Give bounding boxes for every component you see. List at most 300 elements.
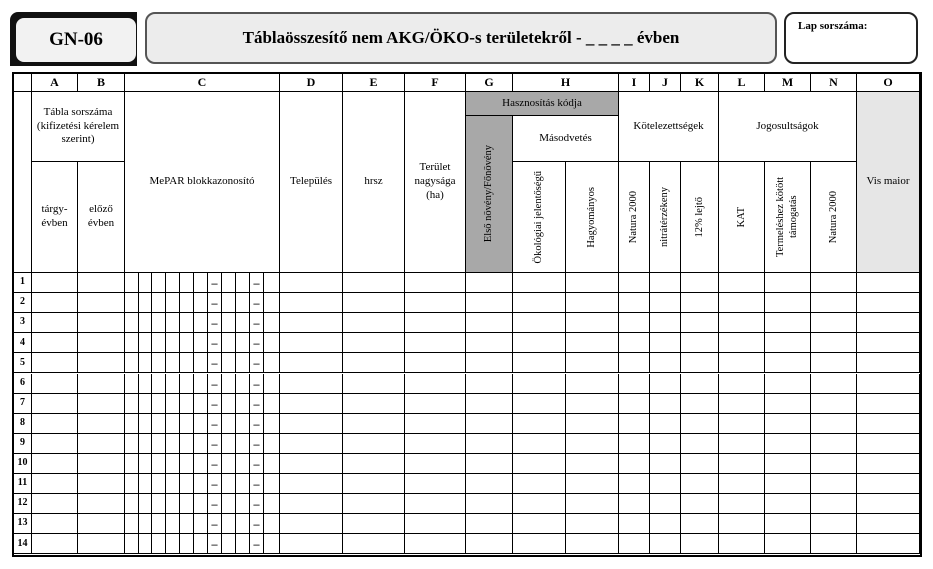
table-cell[interactable]: [264, 474, 280, 494]
table-cell[interactable]: [280, 454, 343, 474]
table-cell[interactable]: [166, 374, 180, 394]
table-cell[interactable]: [466, 293, 513, 313]
table-cell[interactable]: [405, 454, 466, 474]
table-cell[interactable]: [236, 273, 250, 293]
table-cell[interactable]: [811, 313, 857, 333]
table-cell[interactable]: [222, 474, 236, 494]
table-cell[interactable]: [765, 514, 811, 534]
table-cell[interactable]: [32, 313, 78, 333]
table-cell[interactable]: [152, 534, 166, 554]
table-cell[interactable]: [343, 273, 405, 293]
table-cell[interactable]: [619, 293, 650, 313]
table-cell[interactable]: [280, 414, 343, 434]
table-cell[interactable]: [280, 333, 343, 353]
table-cell[interactable]: [857, 454, 920, 474]
table-cell[interactable]: [811, 474, 857, 494]
table-cell[interactable]: [125, 293, 139, 313]
table-cell[interactable]: [222, 514, 236, 534]
table-cell[interactable]: [166, 273, 180, 293]
table-cell[interactable]: [405, 333, 466, 353]
table-cell[interactable]: [264, 514, 280, 534]
table-cell[interactable]: [466, 394, 513, 414]
table-cell[interactable]: [180, 273, 194, 293]
table-cell[interactable]: [343, 494, 405, 514]
table-cell[interactable]: [180, 474, 194, 494]
table-cell[interactable]: [619, 394, 650, 414]
table-cell[interactable]: [222, 293, 236, 313]
table-cell[interactable]: [32, 394, 78, 414]
mepar-dash-cell[interactable]: –: [250, 353, 264, 373]
table-cell[interactable]: [405, 374, 466, 394]
table-cell[interactable]: [236, 514, 250, 534]
table-cell[interactable]: [139, 293, 152, 313]
table-cell[interactable]: [264, 313, 280, 333]
table-cell[interactable]: [513, 494, 566, 514]
table-cell[interactable]: [765, 474, 811, 494]
table-cell[interactable]: [166, 514, 180, 534]
table-cell[interactable]: [466, 313, 513, 333]
table-cell[interactable]: [566, 434, 619, 454]
table-cell[interactable]: [78, 514, 125, 534]
table-cell[interactable]: [32, 353, 78, 373]
table-cell[interactable]: [343, 474, 405, 494]
table-cell[interactable]: [139, 474, 152, 494]
table-cell[interactable]: [194, 353, 208, 373]
table-cell[interactable]: [32, 374, 78, 394]
table-cell[interactable]: [857, 333, 920, 353]
table-cell[interactable]: [222, 353, 236, 373]
table-cell[interactable]: [513, 394, 566, 414]
table-cell[interactable]: [78, 313, 125, 333]
table-cell[interactable]: [78, 273, 125, 293]
table-cell[interactable]: [811, 514, 857, 534]
mepar-dash-cell[interactable]: –: [208, 434, 222, 454]
table-cell[interactable]: [152, 454, 166, 474]
table-cell[interactable]: [280, 474, 343, 494]
table-cell[interactable]: [194, 374, 208, 394]
table-cell[interactable]: [264, 434, 280, 454]
table-cell[interactable]: [857, 534, 920, 554]
table-cell[interactable]: [619, 414, 650, 434]
table-cell[interactable]: [811, 434, 857, 454]
table-cell[interactable]: [139, 454, 152, 474]
table-cell[interactable]: [857, 374, 920, 394]
table-cell[interactable]: [513, 454, 566, 474]
table-cell[interactable]: [466, 414, 513, 434]
table-cell[interactable]: [566, 534, 619, 554]
table-cell[interactable]: [466, 374, 513, 394]
table-cell[interactable]: [513, 374, 566, 394]
table-cell[interactable]: [566, 353, 619, 373]
table-cell[interactable]: [619, 454, 650, 474]
table-cell[interactable]: [78, 474, 125, 494]
table-cell[interactable]: [32, 454, 78, 474]
table-cell[interactable]: [166, 494, 180, 514]
table-cell[interactable]: [222, 434, 236, 454]
table-cell[interactable]: [343, 293, 405, 313]
table-cell[interactable]: [650, 454, 681, 474]
table-cell[interactable]: [566, 293, 619, 313]
mepar-dash-cell[interactable]: –: [250, 534, 264, 554]
table-cell[interactable]: [513, 353, 566, 373]
table-cell[interactable]: [343, 414, 405, 434]
table-cell[interactable]: [619, 514, 650, 534]
table-cell[interactable]: [650, 414, 681, 434]
table-cell[interactable]: [280, 434, 343, 454]
table-cell[interactable]: [566, 494, 619, 514]
table-cell[interactable]: [222, 313, 236, 333]
table-cell[interactable]: [719, 273, 765, 293]
table-cell[interactable]: [152, 494, 166, 514]
table-cell[interactable]: [32, 414, 78, 434]
table-cell[interactable]: [180, 414, 194, 434]
table-cell[interactable]: [681, 474, 719, 494]
table-cell[interactable]: [566, 474, 619, 494]
table-cell[interactable]: [194, 434, 208, 454]
table-cell[interactable]: [180, 313, 194, 333]
table-cell[interactable]: [513, 273, 566, 293]
table-cell[interactable]: [857, 474, 920, 494]
table-cell[interactable]: [466, 454, 513, 474]
table-cell[interactable]: [180, 454, 194, 474]
table-cell[interactable]: [236, 534, 250, 554]
table-cell[interactable]: [236, 353, 250, 373]
table-cell[interactable]: [650, 374, 681, 394]
table-cell[interactable]: [343, 353, 405, 373]
table-cell[interactable]: [405, 474, 466, 494]
table-cell[interactable]: [152, 353, 166, 373]
table-cell[interactable]: [280, 514, 343, 534]
table-cell[interactable]: [765, 273, 811, 293]
table-cell[interactable]: [222, 394, 236, 414]
table-cell[interactable]: [343, 434, 405, 454]
mepar-dash-cell[interactable]: –: [208, 414, 222, 434]
table-cell[interactable]: [811, 333, 857, 353]
table-cell[interactable]: [166, 434, 180, 454]
table-cell[interactable]: [650, 353, 681, 373]
table-cell[interactable]: [343, 394, 405, 414]
mepar-dash-cell[interactable]: –: [250, 414, 264, 434]
mepar-dash-cell[interactable]: –: [208, 333, 222, 353]
table-cell[interactable]: [765, 333, 811, 353]
table-cell[interactable]: [180, 494, 194, 514]
table-cell[interactable]: [264, 394, 280, 414]
table-cell[interactable]: [857, 293, 920, 313]
table-cell[interactable]: [139, 313, 152, 333]
table-cell[interactable]: [343, 534, 405, 554]
table-cell[interactable]: [513, 534, 566, 554]
table-cell[interactable]: [139, 494, 152, 514]
mepar-dash-cell[interactable]: –: [250, 293, 264, 313]
table-cell[interactable]: [78, 353, 125, 373]
table-cell[interactable]: [719, 293, 765, 313]
table-cell[interactable]: [166, 534, 180, 554]
table-cell[interactable]: [466, 494, 513, 514]
table-cell[interactable]: [466, 534, 513, 554]
table-cell[interactable]: [166, 414, 180, 434]
mepar-dash-cell[interactable]: –: [208, 514, 222, 534]
table-cell[interactable]: [719, 414, 765, 434]
table-cell[interactable]: [125, 313, 139, 333]
table-cell[interactable]: [152, 394, 166, 414]
table-cell[interactable]: [811, 273, 857, 293]
table-cell[interactable]: [857, 434, 920, 454]
table-cell[interactable]: [194, 534, 208, 554]
table-cell[interactable]: [180, 293, 194, 313]
table-cell[interactable]: [125, 474, 139, 494]
table-cell[interactable]: [125, 514, 139, 534]
table-cell[interactable]: [194, 454, 208, 474]
table-cell[interactable]: [405, 494, 466, 514]
table-cell[interactable]: [405, 293, 466, 313]
table-cell[interactable]: [405, 273, 466, 293]
table-cell[interactable]: [619, 534, 650, 554]
table-cell[interactable]: [466, 333, 513, 353]
table-cell[interactable]: [566, 374, 619, 394]
table-cell[interactable]: [152, 293, 166, 313]
table-cell[interactable]: [222, 454, 236, 474]
table-cell[interactable]: [78, 434, 125, 454]
table-cell[interactable]: [32, 534, 78, 554]
table-cell[interactable]: [650, 394, 681, 414]
table-cell[interactable]: [280, 273, 343, 293]
table-cell[interactable]: [857, 353, 920, 373]
table-cell[interactable]: [32, 333, 78, 353]
table-cell[interactable]: [719, 353, 765, 373]
mepar-dash-cell[interactable]: –: [208, 394, 222, 414]
table-cell[interactable]: [719, 434, 765, 454]
table-cell[interactable]: [264, 273, 280, 293]
table-cell[interactable]: [194, 414, 208, 434]
table-cell[interactable]: [513, 313, 566, 333]
table-cell[interactable]: [765, 394, 811, 414]
table-cell[interactable]: [857, 494, 920, 514]
mepar-dash-cell[interactable]: –: [208, 273, 222, 293]
table-cell[interactable]: [236, 454, 250, 474]
table-cell[interactable]: [139, 534, 152, 554]
table-cell[interactable]: [811, 414, 857, 434]
table-cell[interactable]: [719, 374, 765, 394]
table-cell[interactable]: [236, 414, 250, 434]
mepar-dash-cell[interactable]: –: [250, 273, 264, 293]
table-cell[interactable]: [166, 353, 180, 373]
table-cell[interactable]: [139, 514, 152, 534]
table-cell[interactable]: [152, 374, 166, 394]
table-cell[interactable]: [811, 494, 857, 514]
table-cell[interactable]: [811, 374, 857, 394]
table-cell[interactable]: [139, 333, 152, 353]
table-cell[interactable]: [236, 293, 250, 313]
table-cell[interactable]: [139, 414, 152, 434]
table-cell[interactable]: [236, 434, 250, 454]
table-cell[interactable]: [343, 454, 405, 474]
table-cell[interactable]: [78, 454, 125, 474]
page-number-box[interactable]: [784, 12, 918, 64]
mepar-dash-cell[interactable]: –: [250, 394, 264, 414]
table-cell[interactable]: [681, 394, 719, 414]
table-cell[interactable]: [78, 333, 125, 353]
table-cell[interactable]: [32, 494, 78, 514]
table-cell[interactable]: [264, 414, 280, 434]
table-cell[interactable]: [619, 313, 650, 333]
mepar-dash-cell[interactable]: –: [208, 534, 222, 554]
table-cell[interactable]: [166, 333, 180, 353]
table-cell[interactable]: [78, 534, 125, 554]
table-cell[interactable]: [566, 414, 619, 434]
table-cell[interactable]: [619, 273, 650, 293]
table-cell[interactable]: [466, 474, 513, 494]
table-cell[interactable]: [857, 394, 920, 414]
table-cell[interactable]: [222, 374, 236, 394]
table-cell[interactable]: [125, 333, 139, 353]
table-cell[interactable]: [765, 434, 811, 454]
table-cell[interactable]: [513, 474, 566, 494]
table-cell[interactable]: [566, 313, 619, 333]
table-cell[interactable]: [513, 434, 566, 454]
table-cell[interactable]: [513, 293, 566, 313]
table-cell[interactable]: [765, 454, 811, 474]
table-cell[interactable]: [857, 514, 920, 534]
table-cell[interactable]: [650, 293, 681, 313]
table-cell[interactable]: [180, 353, 194, 373]
table-cell[interactable]: [32, 514, 78, 534]
table-cell[interactable]: [236, 474, 250, 494]
table-cell[interactable]: [719, 313, 765, 333]
mepar-dash-cell[interactable]: –: [250, 474, 264, 494]
table-cell[interactable]: [194, 394, 208, 414]
table-cell[interactable]: [180, 434, 194, 454]
table-cell[interactable]: [125, 534, 139, 554]
table-cell[interactable]: [719, 514, 765, 534]
table-cell[interactable]: [125, 353, 139, 373]
table-cell[interactable]: [180, 534, 194, 554]
table-cell[interactable]: [405, 534, 466, 554]
table-cell[interactable]: [681, 293, 719, 313]
table-cell[interactable]: [619, 333, 650, 353]
table-cell[interactable]: [264, 293, 280, 313]
table-cell[interactable]: [566, 273, 619, 293]
table-cell[interactable]: [152, 313, 166, 333]
table-cell[interactable]: [78, 374, 125, 394]
mepar-dash-cell[interactable]: –: [208, 313, 222, 333]
table-cell[interactable]: [681, 273, 719, 293]
table-cell[interactable]: [125, 394, 139, 414]
table-cell[interactable]: [466, 353, 513, 373]
table-cell[interactable]: [139, 434, 152, 454]
table-cell[interactable]: [681, 353, 719, 373]
table-cell[interactable]: [719, 494, 765, 514]
table-cell[interactable]: [405, 434, 466, 454]
table-cell[interactable]: [566, 514, 619, 534]
table-cell[interactable]: [125, 414, 139, 434]
table-cell[interactable]: [125, 494, 139, 514]
table-cell[interactable]: [280, 374, 343, 394]
table-cell[interactable]: [78, 414, 125, 434]
table-cell[interactable]: [650, 474, 681, 494]
table-cell[interactable]: [139, 273, 152, 293]
table-cell[interactable]: [180, 333, 194, 353]
table-cell[interactable]: [194, 514, 208, 534]
table-cell[interactable]: [264, 534, 280, 554]
table-cell[interactable]: [811, 454, 857, 474]
table-cell[interactable]: [650, 333, 681, 353]
table-cell[interactable]: [343, 333, 405, 353]
mepar-dash-cell[interactable]: –: [208, 353, 222, 373]
table-cell[interactable]: [139, 353, 152, 373]
table-cell[interactable]: [166, 293, 180, 313]
table-cell[interactable]: [719, 474, 765, 494]
table-cell[interactable]: [811, 293, 857, 313]
table-cell[interactable]: [180, 394, 194, 414]
table-cell[interactable]: [513, 514, 566, 534]
table-cell[interactable]: [78, 494, 125, 514]
table-cell[interactable]: [264, 353, 280, 373]
mepar-dash-cell[interactable]: –: [250, 333, 264, 353]
table-cell[interactable]: [152, 273, 166, 293]
table-cell[interactable]: [405, 353, 466, 373]
table-cell[interactable]: [78, 293, 125, 313]
table-cell[interactable]: [264, 374, 280, 394]
table-cell[interactable]: [152, 514, 166, 534]
table-cell[interactable]: [619, 434, 650, 454]
table-cell[interactable]: [619, 474, 650, 494]
table-cell[interactable]: [236, 494, 250, 514]
table-cell[interactable]: [194, 474, 208, 494]
table-cell[interactable]: [125, 273, 139, 293]
table-cell[interactable]: [566, 394, 619, 414]
table-cell[interactable]: [765, 414, 811, 434]
mepar-dash-cell[interactable]: –: [250, 494, 264, 514]
table-cell[interactable]: [681, 454, 719, 474]
table-cell[interactable]: [280, 394, 343, 414]
table-cell[interactable]: [811, 394, 857, 414]
table-cell[interactable]: [166, 454, 180, 474]
table-cell[interactable]: [343, 514, 405, 534]
table-cell[interactable]: [681, 374, 719, 394]
table-cell[interactable]: [139, 374, 152, 394]
table-cell[interactable]: [152, 434, 166, 454]
mepar-dash-cell[interactable]: –: [208, 474, 222, 494]
table-cell[interactable]: [466, 273, 513, 293]
mepar-dash-cell[interactable]: –: [250, 374, 264, 394]
table-cell[interactable]: [264, 454, 280, 474]
table-cell[interactable]: [343, 313, 405, 333]
table-cell[interactable]: [264, 494, 280, 514]
table-cell[interactable]: [650, 434, 681, 454]
table-cell[interactable]: [222, 333, 236, 353]
table-cell[interactable]: [650, 534, 681, 554]
table-cell[interactable]: [765, 534, 811, 554]
table-cell[interactable]: [222, 414, 236, 434]
table-cell[interactable]: [650, 273, 681, 293]
table-cell[interactable]: [857, 414, 920, 434]
table-cell[interactable]: [152, 474, 166, 494]
table-cell[interactable]: [280, 494, 343, 514]
table-cell[interactable]: [166, 474, 180, 494]
table-cell[interactable]: [513, 414, 566, 434]
table-cell[interactable]: [765, 313, 811, 333]
table-cell[interactable]: [811, 353, 857, 373]
table-cell[interactable]: [32, 293, 78, 313]
table-cell[interactable]: [811, 534, 857, 554]
table-cell[interactable]: [78, 394, 125, 414]
table-cell[interactable]: [264, 333, 280, 353]
table-cell[interactable]: [194, 494, 208, 514]
mepar-dash-cell[interactable]: –: [208, 374, 222, 394]
table-cell[interactable]: [166, 313, 180, 333]
table-cell[interactable]: [765, 353, 811, 373]
table-cell[interactable]: [513, 333, 566, 353]
